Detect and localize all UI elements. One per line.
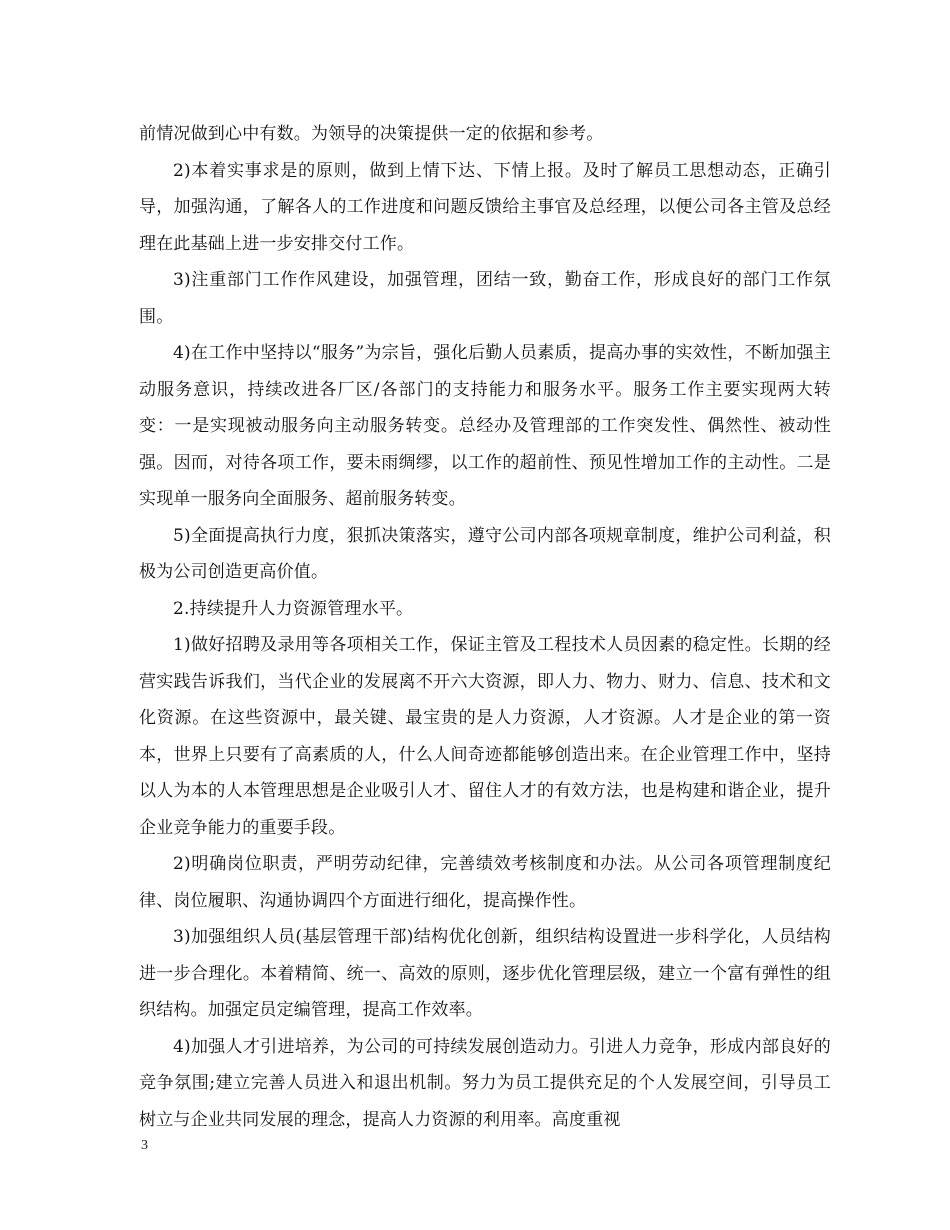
document-body: [139, 116, 831, 1138]
paragraph-hr-item-4: 4)加强人才引进培养，为公司的可持续发展创造动力。引进人力竞争，形成内部良好的竞争氛围;建立完善人员进入和退出机制。努力为员工提供充足的个人发展空间，引导员工树立与企业共同发展的理念，提高人力资源的利用率。高度重视: [139, 1036, 831, 1130]
paragraph-continuation: 前情况做到心中有数。为领导的决策提供一定的依据和参考。: [139, 124, 604, 144]
paragraph-item-4: 4)在工作中坚持以“服务”为宗旨，强化后勤人员素质，提高办事的实效性，不断加强主动服务意识，持续改进各厂区/各部门的支持能力和服务水平。服务工作主要实现两大转变：一是实现被动服务向主动服务转变。总经办及管理部的工作突发性、偶然性、被动性强。因而，对待各项工作，要未雨绸缪，以工作的超前性、预见性增加工作的主动性。二是实现单一服务向全面服务、超前服务转变。: [139, 343, 831, 509]
paragraph-item-3: 3)注重部门工作作风建设，加强管理，团结一致，勤奋工作，形成良好的部门工作氛围。: [139, 270, 831, 327]
paragraph-item-5: 5)全面提高执行力度，狠抓决策落实，遵守公司内部各项规章制度，维护公司利益，积极为公司创造更高价值。: [139, 525, 831, 582]
paragraph-hr-item-3: 3)加强组织人员(基层管理干部)结构优化创新，组织结构设置进一步科学化，人员结构进一步合理化。本着精简、统一、高效的原则，逐步优化管理层级，建立一个富有弹性的组织结构。加强定员定编管理，提高工作效率。: [139, 927, 831, 1020]
paragraph-hr-item-2: 2)明确岗位职责，严明劳动纪律，完善绩效考核制度和办法。从公司各项管理制度纪律、岗位履职、沟通协调四个方面进行细化，提高操作性。: [139, 854, 831, 911]
page-number: 3: [141, 1138, 148, 1153]
paragraph-hr-item-1: 1)做好招聘及录用等各项相关工作，保证主管及工程技术人员因素的稳定性。长期的经营实践告诉我们，当代企业的发展离不开六大资源，即人力、物力、财力、信息、技术和文化资源。在这些资源中，最关键、最宝贵的是人力资源，人才资源。人才是企业的第一资本，世界上只要有了高素质的人，什么人间奇迹都能够创造出来。在企业管理工作中，坚持以人为本的人本管理思想是企业吸引人才、留住人才的有效方法，也是构建和谐企业，提升企业竞争能力的重要手段。: [139, 635, 831, 838]
paragraph-item-2: 2)本着实事求是的原则，做到上情下达、下情上报。及时了解员工思想动态，正确引导，加强沟通，了解各人的工作进度和问题反馈给主事官及总经理，以便公司各主管及总经理在此基础上进一步安排交付工作。: [139, 160, 831, 254]
section-heading-hr: 2.持续提升人力资源管理水平。: [173, 598, 414, 619]
